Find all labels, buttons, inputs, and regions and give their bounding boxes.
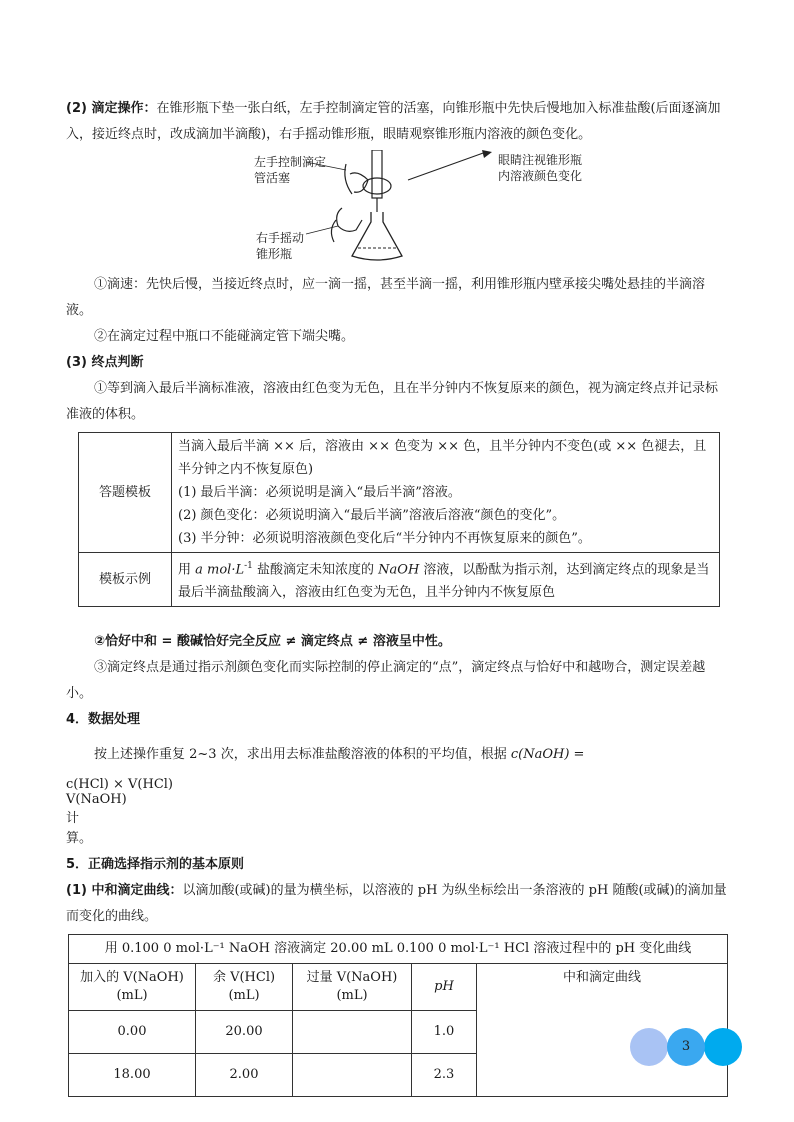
column-header: 余 V(HCl)(mL) <box>196 964 293 1011</box>
section5-paragraph: (1) 中和滴定曲线：以滴加酸(或碱)的量为横坐标，以溶液的 pH 为纵坐标绘出一条溶液的 pH 随酸(或碱)的滴加量而变化的曲线。 <box>66 883 727 925</box>
section2-text: 在锥形瓶下垫一张白纸，左手控制滴定管的活塞，向锥形瓶中先快后慢地加入标准盐酸(后面逐滴加入，接近终点时，改成滴加半滴酸)，右手摇动锥形瓶，眼睛观察锥形瓶内溶液的颜色变化。 <box>66 101 721 142</box>
after-table-paragraph-3: ③滴定终点是通过指示剂颜色变化而实际控制的停止滴定的“点”，滴定终点与恰好中和越吻合，测定误差越小。 <box>66 660 706 702</box>
section4-tail: 算。 <box>66 831 93 847</box>
table-row <box>79 433 720 553</box>
decor-circle <box>630 1028 668 1066</box>
section3-heading: (3) 终点判断 <box>66 355 144 370</box>
column-header: 加入的 V(NaOH)(mL) <box>69 964 196 1011</box>
table-cell: 2.00 <box>196 1054 293 1097</box>
column-header-curve: 中和滴定曲线 <box>477 964 728 1097</box>
figure-label-left-bottom: 右手摇动锥形瓶 <box>256 231 305 261</box>
table-cell: 18.00 <box>69 1054 196 1097</box>
section4-heading: 4．数据处理 <box>66 712 141 728</box>
section3-paragraph-1: ①等到滴入最后半滴标准液，溶液由红色变为无色，且在半分钟内不恢复原来的颜色，视为滴定终点并记录标准液的体积。 <box>66 381 719 422</box>
table-cell-example: 用 a $mol\cdot L^{-1}$ 盐酸滴定未知浓度的 NaOH 溶液，以酚酞为指示剂，达到滴定终点的现象是当最后半滴盐酸滴入，溶液由红色变为无色，且半分钟内不恢复原色 <box>172 553 720 607</box>
table-cell-head: 答题模板 <box>79 433 172 553</box>
table-cell: 0.00 <box>69 1011 196 1054</box>
column-header: pH <box>412 964 477 1011</box>
page-content: (2) 滴定操作：在锥形瓶下垫一张白纸，左手控制滴定管的活塞，向锥形瓶中先快后慢地加入标准盐酸(后面逐滴加入，接近终点时，改成滴加半滴酸)，右手摇动锥形瓶，眼睛观察锥形瓶内溶液的颜色变化。 左手控制滴定管活塞 眼睛注视锥形瓶内溶液颜色变化 右手摇动锥形瓶 ①滴速：先快后慢，当接近终点时，应一滴一摇，甚至半滴一摇，利用锥形瓶内壁承接尖嘴处悬挂的半滴溶液。 ②在滴定过程中瓶口不能碰滴定管下端尖嘴。 (3) 终点判断 ①等到滴入最后半滴标准液，溶液由红色变为无色，且在半分钟内不恢复原来的颜色，视为滴定终点并记录标准液的体积。 答题模板 当滴入最后半滴 ×× 后，溶液由 ×× 色变为 ×× 色，且半分钟内不变色(或 ×× 色褪去，且半分钟之内不恢复原色) (1) 最后半滴：必须说明是滴入“最后半滴”溶液。 (2) 颜色变化：必须说明滴入“最后半滴”溶液后溶液“颜色的变化”。 (3) 半分钟：必须说明溶液颜色变化后“半分钟内不再恢复原来的颜色”。 模板示例 用 a $mol\cdot L^{-1}$ 盐酸滴定未知浓度的 NaOH 溶液，以酚酞为指示剂，达到滴定终点的现象是当最后半滴盐酸滴入，溶液由红色变为无色，且半分钟内不恢复原色 ②恰好中和 = 酸碱恰好完全反应 ≠ 滴定终点 ≠ 溶液呈中性。 ③滴定终点是通过指示剂颜色变化而实际控制的停止滴定的“点”，滴定终点与恰好中和越吻合，测定误差越小。 4．数据处理 按上述操作重复 2~3 次，求出用去标准盐酸溶液的体积的平均值，根据 c(NaOH) = c(HCl) × V(HCl) V(NaOH) 计 算。 5．正确选择指示剂的基本原则 (1) 中和滴定曲线：以滴加酸(或碱)的量为横坐标，以溶液的 pH 为纵坐标绘出一条溶液的 pH 随酸(或碱)的滴加量而变化的曲线。 用 0.100 0 mol·L⁻¹ NaOH 溶液滴定 20.00 mL 0.100 0 mol·L⁻¹ HCl 溶液过程中的 pH 变化曲线 加入的 V(NaOH)(mL) 余 V(HCl)(mL) 过量 V(NaOH)(mL) pH 中和滴定曲线 0.00 20.00 1.0 18.00 2.00 2.3 <box>66 96 730 1097</box>
template-line: (2) 颜色变化：必须说明滴入“最后半滴”溶液后溶液“颜色的变化”。 <box>178 508 566 523</box>
table-cell-head: 模板示例 <box>79 553 172 607</box>
section5-heading: 5．正确选择指示剂的基本原则 <box>66 857 245 873</box>
section4-paragraph: 按上述操作重复 2~3 次，求出用去标准盐酸溶液的体积的平均值，根据 c(NaOH) = <box>94 747 585 763</box>
table-title: 用 0.100 0 mol·L⁻¹ NaOH 溶液滴定 20.00 mL 0.100 0 mol·L⁻¹ HCl 溶液过程中的 pH 变化曲线 <box>69 935 728 964</box>
formula-denominator: V(NaOH) <box>66 792 127 808</box>
template-line: (3) 半分钟：必须说明溶液颜色变化后“半分钟内不再恢复原来的颜色”。 <box>178 531 591 546</box>
template-line: 当滴入最后半滴 ×× 后，溶液由 ×× 色变为 ×× 色，且半分钟内不变色(或 ×× 色褪去，且半分钟之内不恢复原色) <box>178 439 707 477</box>
page-number-badge <box>630 1028 750 1064</box>
after-table-paragraph-2: ②恰好中和 = 酸碱恰好完全反应 ≠ 滴定终点 ≠ 溶液呈中性。 <box>94 634 451 650</box>
answer-template-table <box>78 432 720 607</box>
table-row <box>69 935 728 964</box>
figure-label-left-top: 左手控制滴定管活塞 <box>254 155 327 185</box>
formula-lhs: c(NaOH) = <box>510 747 585 763</box>
titration-figure <box>66 150 730 268</box>
table-cell: 20.00 <box>196 1011 293 1054</box>
decor-circle <box>704 1028 742 1066</box>
figure-label-right-top: 眼睛注视锥形瓶内溶液颜色变化 <box>498 153 583 183</box>
table-cell <box>293 1011 412 1054</box>
table-cell-template <box>172 433 720 553</box>
note-2: ②在滴定过程中瓶口不能碰滴定管下端尖嘴。 <box>94 329 355 344</box>
section5-subheading: (1) 中和滴定曲线： <box>66 883 183 899</box>
table-header-row <box>69 964 728 1011</box>
table-cell: 1.0 <box>412 1011 477 1054</box>
ph-data-table <box>68 934 728 1097</box>
section2-paragraph <box>66 96 730 148</box>
table-row <box>79 553 720 607</box>
table-cell <box>293 1054 412 1097</box>
template-line: (1) 最后半滴：必须说明是滴入“最后半滴”溶液。 <box>178 485 461 500</box>
formula-numerator: c(HCl) × V(HCl) <box>66 777 173 793</box>
column-header: 过量 V(NaOH)(mL) <box>293 964 412 1011</box>
table-cell: 2.3 <box>412 1054 477 1097</box>
page-number: 3 <box>681 1039 691 1054</box>
section2-heading: (2) 滴定操作： <box>66 101 157 116</box>
note-1: ①滴速：先快后慢，当接近终点时，应一滴一摇，甚至半滴一摇，利用锥形瓶内壁承接尖嘴处悬挂的半滴溶液。 <box>66 277 706 318</box>
